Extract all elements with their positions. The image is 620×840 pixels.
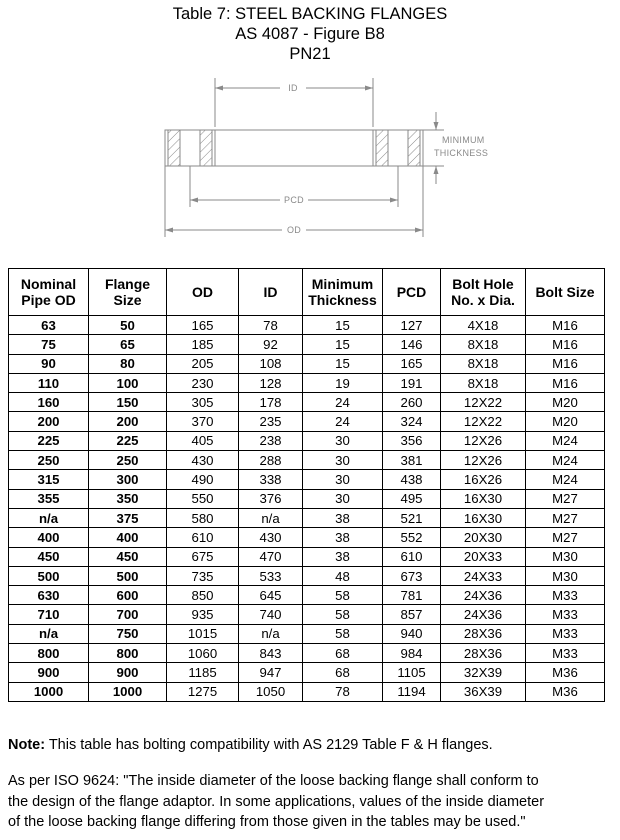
table-cell: 355 [9, 489, 89, 508]
table-cell: 430 [167, 451, 239, 470]
table-cell: 36X39 [441, 682, 526, 701]
table-cell: 165 [167, 316, 239, 335]
table-cell: 12X22 [441, 412, 526, 431]
table-cell: 4X18 [441, 316, 526, 335]
table-row [9, 412, 605, 431]
table-cell: 24X36 [441, 605, 526, 624]
table-cell: M16 [526, 373, 605, 392]
table-cell: 1000 [9, 682, 89, 701]
table-cell: 1000 [89, 682, 167, 701]
table-cell: 580 [167, 508, 239, 527]
table-cell: 645 [239, 586, 303, 605]
table-cell: 438 [383, 470, 441, 489]
table-cell: 8X18 [441, 354, 526, 373]
table-cell: 19 [303, 373, 383, 392]
table-cell: 381 [383, 451, 441, 470]
table-cell: 400 [89, 528, 167, 547]
table-cell: 78 [303, 682, 383, 701]
table-row [9, 393, 605, 412]
iso-line-1: As per ISO 9624: "The inside diameter of the loose backing flange shall conform to [8, 773, 539, 789]
table-cell: 38 [303, 528, 383, 547]
table-cell: 1194 [383, 682, 441, 701]
table-cell: 205 [167, 354, 239, 373]
table-cell: 1050 [239, 682, 303, 701]
table-cell: 324 [383, 412, 441, 431]
table-cell: 8X18 [441, 335, 526, 354]
table-cell: 405 [167, 431, 239, 450]
table-cell: 128 [239, 373, 303, 392]
table-header-row [9, 269, 605, 316]
flange-diagram [0, 72, 620, 242]
table-cell: 75 [9, 335, 89, 354]
table-cell: 500 [9, 566, 89, 585]
table-cell: 225 [89, 431, 167, 450]
table-cell: 533 [239, 566, 303, 585]
iso-line-2: the design of the flange adaptor. In some applications, values of the inside diameter [8, 793, 545, 810]
table-cell: 24X36 [441, 586, 526, 605]
table-cell: 15 [303, 335, 383, 354]
table-cell: 238 [239, 431, 303, 450]
iso-paragraph [8, 771, 616, 833]
table-cell: n/a [9, 624, 89, 643]
table-cell: 58 [303, 605, 383, 624]
table-cell: 288 [239, 451, 303, 470]
table-cell: 32X39 [441, 663, 526, 682]
table-cell: 356 [383, 431, 441, 450]
table-cell: 490 [167, 470, 239, 489]
table-cell: 750 [89, 624, 167, 643]
table-cell: 38 [303, 508, 383, 527]
table-cell: 260 [383, 393, 441, 412]
table-cell: M16 [526, 354, 605, 373]
table-cell: 50 [89, 316, 167, 335]
table-cell: 30 [303, 431, 383, 450]
table-cell: 178 [239, 393, 303, 412]
table-cell: 350 [89, 489, 167, 508]
table-row [9, 354, 605, 373]
table-cell: M33 [526, 586, 605, 605]
table-cell: 68 [303, 644, 383, 663]
table-cell: 550 [167, 489, 239, 508]
table-row [9, 508, 605, 527]
table-cell: 78 [239, 316, 303, 335]
header-flange-size: Flange Size [89, 269, 167, 316]
table-cell: 1185 [167, 663, 239, 682]
table-cell: 800 [89, 644, 167, 663]
title-line-1: Table 7: STEEL BACKING FLANGES [172, 5, 448, 23]
table-body [9, 316, 605, 702]
header-pcd: PCD [383, 269, 441, 316]
table-cell: M33 [526, 624, 605, 643]
table-cell: 200 [89, 412, 167, 431]
table-cell: 850 [167, 586, 239, 605]
table-cell: 30 [303, 451, 383, 470]
table-cell: M24 [526, 431, 605, 450]
table-cell: M27 [526, 508, 605, 527]
table-row [9, 566, 605, 585]
table-cell: 68 [303, 663, 383, 682]
table-cell: M30 [526, 566, 605, 585]
header-bolt-size: Bolt Size [526, 269, 605, 316]
table-cell: 700 [89, 605, 167, 624]
table-row [9, 663, 605, 682]
table-cell: 12X22 [441, 393, 526, 412]
table-cell: 376 [239, 489, 303, 508]
table-cell: 16X30 [441, 508, 526, 527]
table-cell: 28X36 [441, 644, 526, 663]
table-cell: n/a [239, 624, 303, 643]
table-cell: 15 [303, 316, 383, 335]
table-cell: M20 [526, 393, 605, 412]
table-cell: M24 [526, 470, 605, 489]
table-cell: 165 [383, 354, 441, 373]
min-thickness-label-1: MINIMUM [442, 135, 485, 145]
table-cell: 185 [167, 335, 239, 354]
table-cell: n/a [239, 508, 303, 527]
table-cell: 63 [9, 316, 89, 335]
note-text: This table has bolting compatibility with AS 2129 Table F & H flanges. [45, 737, 493, 753]
table-cell: M30 [526, 547, 605, 566]
flange-spec-table [8, 268, 605, 702]
table-cell: 58 [303, 624, 383, 643]
table-row [9, 528, 605, 547]
table-cell: M36 [526, 682, 605, 701]
table-cell: 16X30 [441, 489, 526, 508]
title-line-3: PN21 [289, 45, 331, 63]
table-cell: M27 [526, 489, 605, 508]
table-row [9, 316, 605, 335]
table-cell: 521 [383, 508, 441, 527]
note-label: Note: [8, 737, 46, 753]
table-cell: 710 [9, 605, 89, 624]
table-cell: 15 [303, 354, 383, 373]
min-thickness-label-2: THICKNESS [434, 148, 489, 158]
table-row [9, 451, 605, 470]
table-cell: 1015 [167, 624, 239, 643]
table-cell: 250 [9, 451, 89, 470]
table-cell: 370 [167, 412, 239, 431]
table-cell: 1105 [383, 663, 441, 682]
header-nominal-pipe-od: Nominal Pipe OD [9, 269, 89, 316]
table-cell: 984 [383, 644, 441, 663]
table-cell: 900 [89, 663, 167, 682]
table-cell: 92 [239, 335, 303, 354]
title-block [0, 4, 620, 64]
table-cell: 38 [303, 547, 383, 566]
table-cell: 250 [89, 451, 167, 470]
table-cell: 430 [239, 528, 303, 547]
table-cell: 900 [9, 663, 89, 682]
iso-line-3: of the loose backing flange differing from those given in the tables may be used." [8, 814, 526, 830]
table-cell: 300 [89, 470, 167, 489]
pcd-label: PCD [284, 195, 304, 205]
table-cell: 108 [239, 354, 303, 373]
table-cell: 375 [89, 508, 167, 527]
table-row [9, 431, 605, 450]
table-cell: 338 [239, 470, 303, 489]
header-bolt-hole: Bolt Hole No. x Dia. [441, 269, 526, 316]
table-cell: 20X30 [441, 528, 526, 547]
table-row [9, 489, 605, 508]
table-cell: 500 [89, 566, 167, 585]
header-minimum-thickness: Minimum Thickness [303, 269, 383, 316]
table-cell: 305 [167, 393, 239, 412]
table-cell: M16 [526, 316, 605, 335]
table-cell: M27 [526, 528, 605, 547]
table-row [9, 586, 605, 605]
table-cell: 200 [9, 412, 89, 431]
table-row [9, 470, 605, 489]
flange-section [165, 130, 423, 166]
table-cell: 600 [89, 586, 167, 605]
table-row [9, 373, 605, 392]
table-row [9, 624, 605, 643]
table-cell: 100 [89, 373, 167, 392]
table-cell: 735 [167, 566, 239, 585]
id-label: ID [288, 83, 298, 93]
table-cell: 940 [383, 624, 441, 643]
compatibility-note [8, 737, 614, 753]
table-cell: 230 [167, 373, 239, 392]
table-cell: 495 [383, 489, 441, 508]
table-cell: M33 [526, 605, 605, 624]
table-cell: 857 [383, 605, 441, 624]
table-cell: 90 [9, 354, 89, 373]
table-cell: 48 [303, 566, 383, 585]
table-cell: 160 [9, 393, 89, 412]
table-cell: 552 [383, 528, 441, 547]
title-line-2: AS 4087 - Figure B8 [235, 25, 385, 43]
table-cell: 1060 [167, 644, 239, 663]
table-row [9, 547, 605, 566]
header-od: OD [167, 269, 239, 316]
table-cell: 8X18 [441, 373, 526, 392]
table-cell: 235 [239, 412, 303, 431]
table-cell: 24 [303, 393, 383, 412]
table-row [9, 682, 605, 701]
table-cell: 450 [89, 547, 167, 566]
table-cell: 127 [383, 316, 441, 335]
table-cell: 146 [383, 335, 441, 354]
table-cell: 630 [9, 586, 89, 605]
table-cell: 30 [303, 470, 383, 489]
table-row [9, 644, 605, 663]
table-cell: 315 [9, 470, 89, 489]
table-cell: M33 [526, 644, 605, 663]
table-cell: 450 [9, 547, 89, 566]
table-cell: 947 [239, 663, 303, 682]
od-label: OD [286, 225, 302, 235]
table-cell: 12X26 [441, 431, 526, 450]
table-cell: 610 [383, 547, 441, 566]
table-cell: 80 [89, 354, 167, 373]
table-cell: 65 [89, 335, 167, 354]
table-cell: 191 [383, 373, 441, 392]
table-row [9, 605, 605, 624]
table-cell: 28X36 [441, 624, 526, 643]
table-row [9, 335, 605, 354]
table-cell: 675 [167, 547, 239, 566]
table-cell: M24 [526, 451, 605, 470]
table-cell: 610 [167, 528, 239, 547]
table-cell: M36 [526, 663, 605, 682]
table-cell: 470 [239, 547, 303, 566]
table-cell: 150 [89, 393, 167, 412]
table-cell: 843 [239, 644, 303, 663]
header-id: ID [239, 269, 303, 316]
table-cell: 58 [303, 586, 383, 605]
table-cell: 400 [9, 528, 89, 547]
table-cell: 30 [303, 489, 383, 508]
table-cell: 20X33 [441, 547, 526, 566]
table-cell: 781 [383, 586, 441, 605]
table-cell: M20 [526, 412, 605, 431]
table-cell: 673 [383, 566, 441, 585]
table-cell: 110 [9, 373, 89, 392]
table-cell: 800 [9, 644, 89, 663]
table-cell: 24 [303, 412, 383, 431]
table-cell: 225 [9, 431, 89, 450]
table-cell: 12X26 [441, 451, 526, 470]
table-cell: 1275 [167, 682, 239, 701]
table-cell: 740 [239, 605, 303, 624]
table-cell: M16 [526, 335, 605, 354]
table-cell: n/a [9, 508, 89, 527]
table-cell: 935 [167, 605, 239, 624]
table-cell: 16X26 [441, 470, 526, 489]
table-cell: 24X33 [441, 566, 526, 585]
